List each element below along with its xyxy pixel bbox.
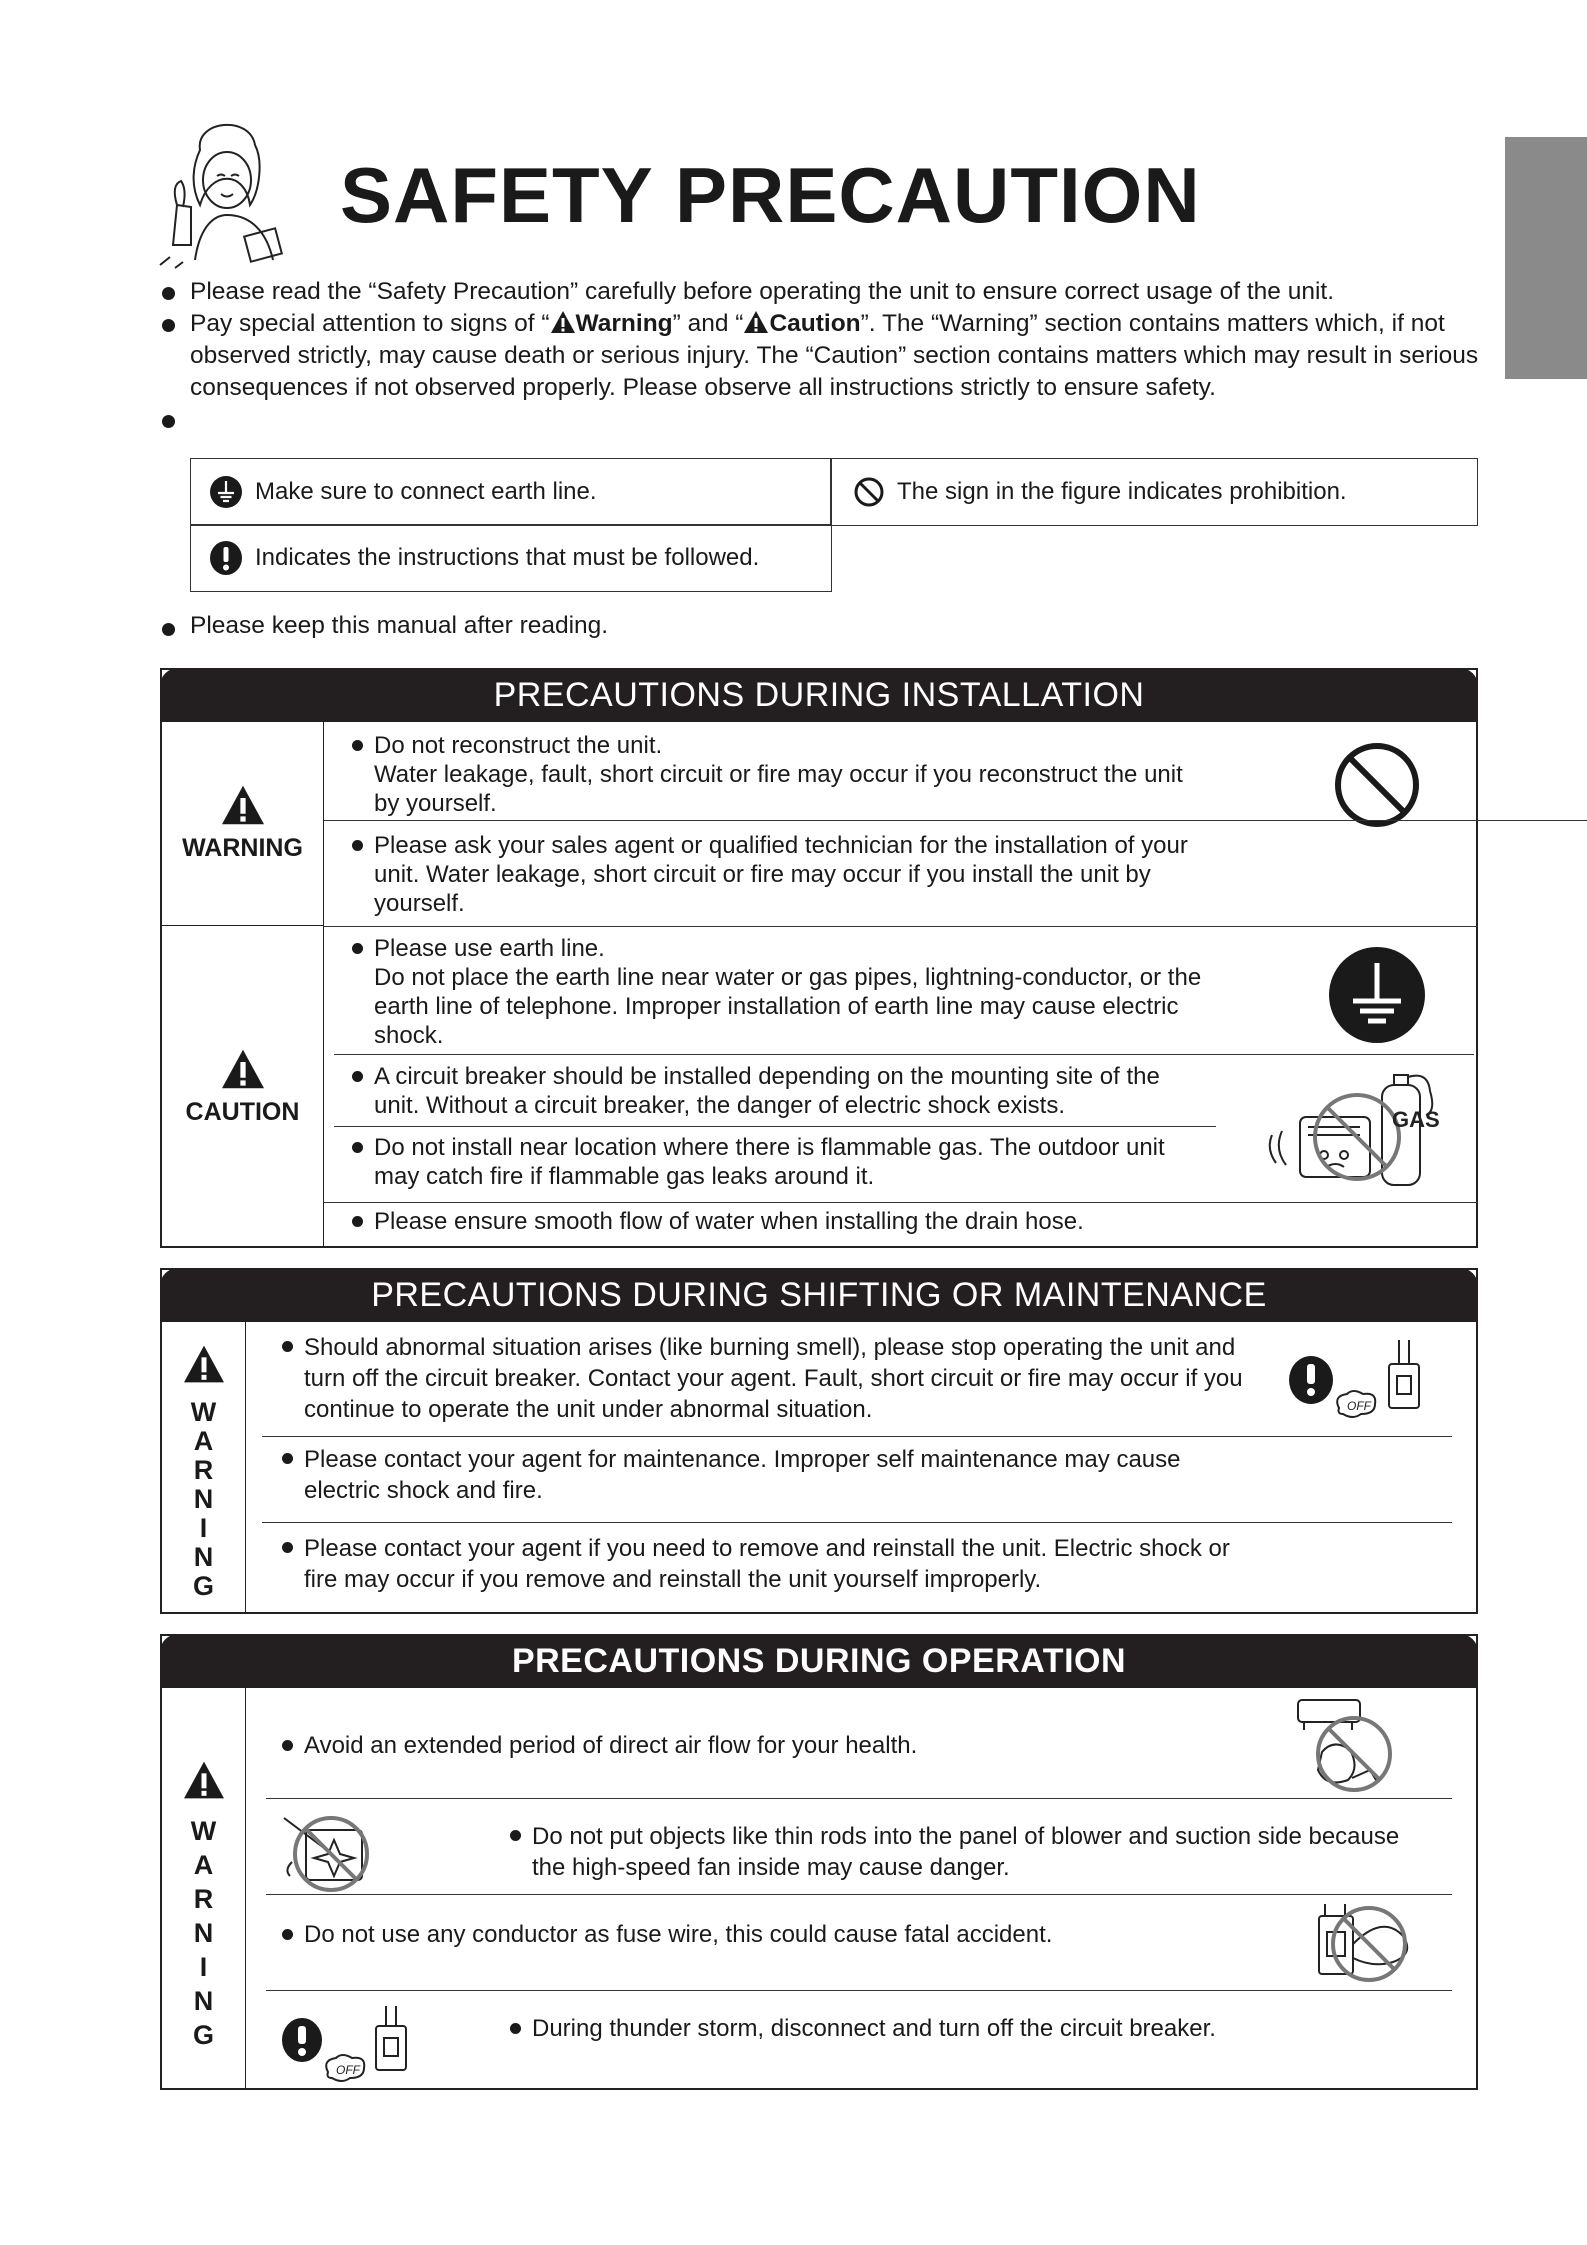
symbol-legend: [190, 458, 1478, 592]
legend-instructions-text: Indicates the instructions that must be followed.: [255, 544, 760, 571]
shifting-section: [160, 1268, 1478, 1614]
earth-icon: [209, 475, 243, 509]
caution-label-text: CAUTION: [185, 1097, 300, 1126]
vertical-letter: R: [193, 1455, 214, 1485]
vertical-letter: A: [193, 1850, 214, 1880]
legend-instructions: [190, 524, 832, 592]
vertical-letter: W: [190, 1816, 217, 1846]
operation-item-2: Do not put objects like thin rods into the panel of blower and suction side because the high-speed fan inside may cause danger.: [508, 1821, 1428, 1883]
earth-icon: [1327, 945, 1427, 1045]
installation-heading: PRECAUTIONS DURING INSTALLATION: [160, 668, 1478, 722]
prohibition-icon: [1332, 740, 1422, 830]
installation-warning-label: [162, 722, 324, 926]
install-caution-item-1: Please use earth line. Do not place the earth line near water or gas pipes, lightning-conductor, or the earth line of telephone. Improper installation of earth line may cause electric shock.: [350, 934, 1210, 1050]
gas-hazard-illustration: [1262, 1065, 1452, 1195]
legend-prohibition: [830, 458, 1478, 526]
vertical-warning-text: [191, 1814, 216, 2052]
divider: [262, 1436, 1452, 1437]
mandatory-icon: [209, 540, 243, 576]
shifting-warning-label: [162, 1322, 246, 1614]
vertical-letter: A: [193, 1426, 214, 1456]
circuit-breaker-off-illustration: [1287, 1334, 1437, 1424]
shifting-item-1: Should abnormal situation arises (like burning smell), please stop operating the unit and turn off the circuit breaker. Contact your agent. Fault, short circuit or fire may occur if you continue to operate the unit under abnormal situation.: [280, 1332, 1260, 1425]
fuse-wire-illustration: [1305, 1898, 1425, 1988]
vertical-letter: G: [192, 2020, 214, 2050]
operation-item-3: Do not use any conductor as fuse wire, this could cause fatal accident.: [280, 1920, 1180, 1949]
intro-bullet-empty: [160, 404, 1480, 436]
install-caution-item-2: A circuit breaker should be installed depending on the mounting site of the unit. Without a circuit breaker, the danger of electric shock exists.: [350, 1062, 1210, 1120]
legend-earth-text: Make sure to connect earth line.: [255, 478, 597, 505]
operation-heading: PRECAUTIONS DURING OPERATION: [160, 1634, 1478, 1688]
side-tab: [1505, 137, 1587, 379]
warning-triangle-icon: [550, 310, 576, 334]
intro-bullet-1: Please read the “Safety Precaution” carefully before operating the unit to ensure correct usage of the unit.: [160, 276, 1480, 308]
install-warning-item-2: Please ask your sales agent or qualified technician for the installation of your unit. Water leakage, short circuit or fire may occur if you install the unit by yourself.: [350, 831, 1210, 918]
vertical-letter: N: [193, 1542, 214, 1572]
divider: [266, 1990, 1452, 1991]
off-label: OFF: [1347, 1399, 1371, 1413]
divider: [324, 1202, 1478, 1203]
warning-label-text: WARNING: [182, 834, 303, 862]
gas-label: GAS: [1392, 1107, 1440, 1132]
vertical-letter: I: [199, 1952, 208, 1982]
vertical-letter: N: [193, 1918, 214, 1948]
shifting-item-3: Please contact your agent if you need to remove and reinstall the unit. Electric shock or fire may occur if you remove and reinstall the unit yourself improperly.: [280, 1533, 1260, 1595]
legend-earth: [190, 458, 832, 526]
caution-triangle-icon: [220, 1048, 266, 1090]
vertical-letter: N: [193, 1484, 214, 1514]
shifting-heading: PRECAUTIONS DURING SHIFTING OR MAINTENANCE: [160, 1268, 1478, 1322]
airflow-illustration: [1292, 1692, 1422, 1796]
operation-item-1: Avoid an extended period of direct air flow for your health.: [280, 1731, 1180, 1760]
divider: [262, 1522, 1452, 1523]
prohibition-icon: [853, 476, 885, 508]
installation-section: [160, 668, 1478, 1248]
intro-section: [160, 276, 1480, 436]
operation-item-4: During thunder storm, disconnect and turn off the circuit breaker.: [508, 2014, 1428, 2043]
warning-triangle-icon: [182, 1344, 226, 1384]
warning-triangle-icon: [182, 1760, 226, 1800]
divider: [334, 1054, 1474, 1055]
page-title: SAFETY PRECAUTION: [340, 151, 1201, 239]
installation-caution-label: [162, 926, 324, 1248]
divider: [324, 926, 1478, 927]
install-warning-item-1: Do not reconstruct the unit. Water leakage, fault, short circuit or fire may occur if you reconstruct the unit by yourself.: [350, 731, 1210, 818]
install-caution-item-3: Do not install near location where there is flammable gas. The outdoor unit may catch fire if flammable gas leaks around it.: [350, 1133, 1210, 1191]
divider: [266, 1798, 1452, 1799]
keep-manual-note: Please keep this manual after reading.: [160, 612, 608, 640]
vertical-letter: I: [199, 1513, 208, 1543]
vertical-letter: N: [193, 1986, 214, 2016]
vertical-warning-text: [191, 1398, 216, 1601]
vertical-letter: G: [192, 1571, 214, 1601]
divider: [324, 820, 1587, 821]
mascot-illustration: [155, 110, 295, 270]
divider: [266, 1894, 1452, 1895]
circuit-breaker-off-illustration: [280, 2004, 430, 2084]
divider: [334, 1126, 1216, 1127]
shifting-item-2: Please contact your agent for maintenance. Improper self maintenance may cause electric shock and fire.: [280, 1444, 1260, 1506]
warning-triangle-icon: [220, 784, 266, 826]
legend-prohibition-text: The sign in the figure indicates prohibition.: [897, 478, 1347, 505]
install-caution-item-4: Please ensure smooth flow of water when installing the drain hose.: [350, 1207, 1350, 1236]
blower-rod-illustration: [276, 1806, 386, 1896]
operation-warning-label: [162, 1688, 246, 2090]
operation-section: [160, 1634, 1478, 2090]
caution-triangle-icon: [743, 310, 769, 334]
intro-bullet-2: Pay special attention to signs of “ Warning” and “ Caution”. The “Warning” section contains matters which, if not observed strictly, may cause death or serious injury. The “Caution” section contains matters which may result in serious consequences if not observed properly. Please observe all instructions strictly to ensure safety.: [160, 308, 1480, 404]
vertical-letter: W: [190, 1397, 217, 1427]
vertical-letter: R: [193, 1884, 214, 1914]
off-label: OFF: [336, 2063, 360, 2077]
